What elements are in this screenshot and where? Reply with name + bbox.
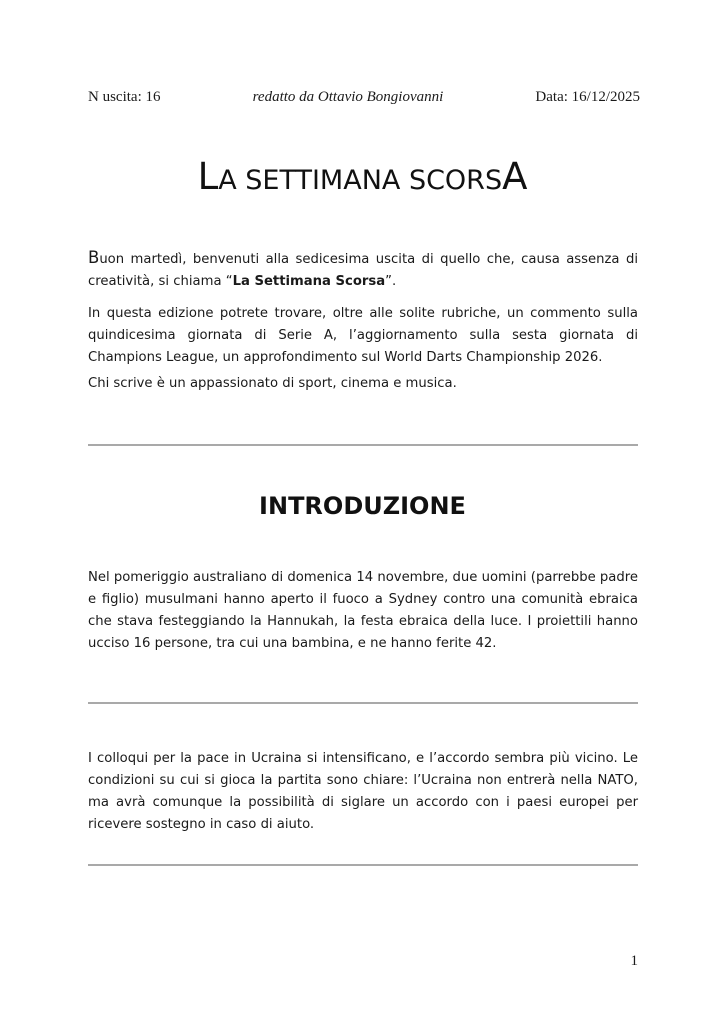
- author-line: redatto da Ottavio Bongiovanni: [252, 89, 444, 105]
- section-divider: [88, 444, 638, 446]
- welcome-end: ”.: [385, 274, 397, 289]
- title-small-caps: A SETTIMANA SCORS: [218, 165, 503, 196]
- issue-date: Data: 16/12/2025: [535, 89, 640, 105]
- issue-number: N uscita: 16: [88, 89, 161, 105]
- news-paragraph-ukraine: I colloqui per la pace in Ucraina si intensificano, e l’accordo sembra più vicino. Le condizioni su cui si gioca la partita sono chiare: l’Ucraina non entrerà nella NATO, ma avrà comunque la possibilità di siglare un accordo con i paesi europei per ricevere sostegno in caso di aiuto.: [88, 751, 638, 832]
- welcome-text: uon martedì, benvenuti alla sedicesima uscita di quello che, causa assenza di creatività, si chiama “: [88, 252, 638, 289]
- title-first-letter: L: [197, 155, 219, 198]
- page-number: 1: [630, 953, 638, 969]
- newsletter-title: [0, 152, 725, 206]
- page-header: [88, 88, 640, 106]
- news-divider-bottom: [88, 864, 638, 866]
- welcome-initial: B: [88, 248, 100, 267]
- news-divider: [88, 702, 638, 704]
- welcome-paragraph: [88, 247, 638, 293]
- section-heading: INTRODUZIONE: [259, 492, 466, 520]
- title-last-letter: A: [502, 155, 528, 198]
- author-bio-paragraph: Chi scrive è un appassionato di sport, cinema e musica.: [88, 376, 457, 391]
- news-paragraph-sydney: Nel pomeriggio australiano di domenica 14 novembre, due uomini (parrebbe padre e figlio) musulmani hanno aperto il fuoco a Sydney contro una comunità ebraica che stava festeggiando la Hannukah, la festa ebraica della luce. I proiettili hanno ucciso 16 persone, tra cui una bambina, e ne hanno ferite 42.: [88, 570, 638, 651]
- newsletter-name: La Settimana Scorsa: [232, 274, 386, 289]
- edition-contents-paragraph: In questa edizione potrete trovare, oltre alle solite rubriche, un commento sulla quindicesima giornata di Serie A, l’aggiornamento sulla sesta giornata di Champions League, un approfondimento sul World Darts Championship 2026.: [88, 306, 638, 365]
